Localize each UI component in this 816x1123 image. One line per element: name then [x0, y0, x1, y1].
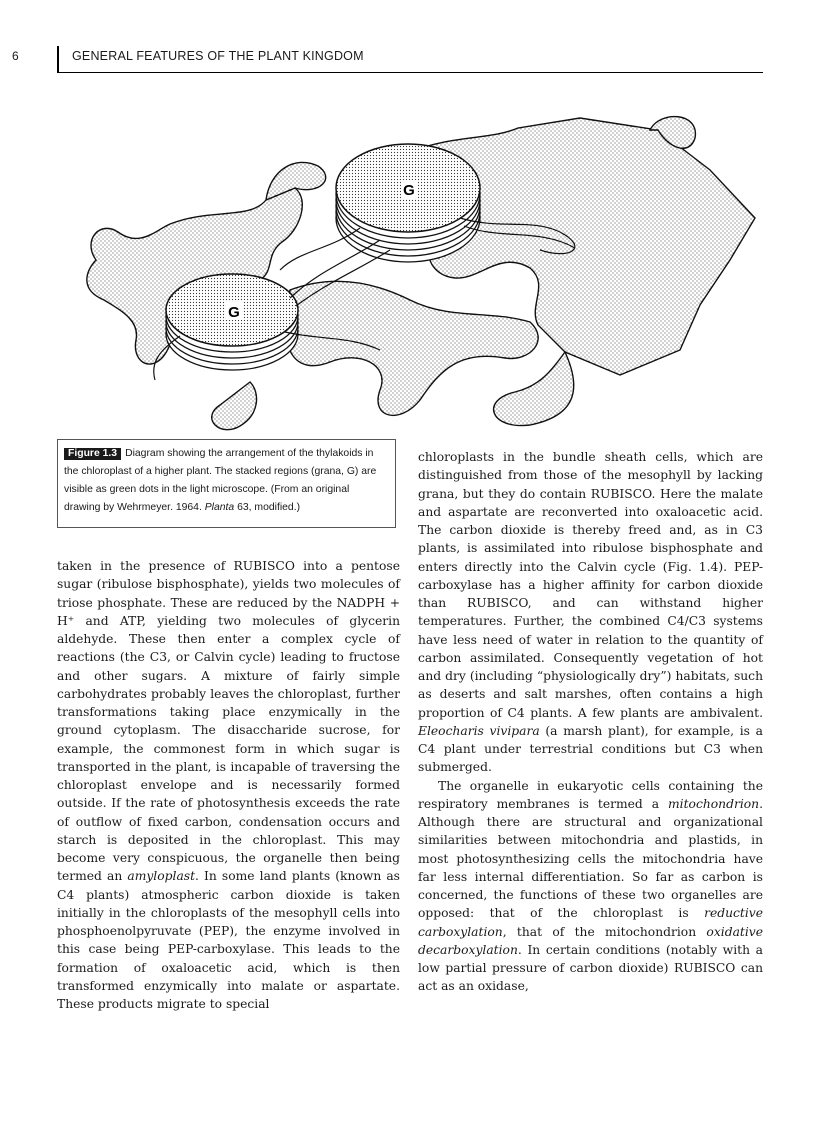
term-amyloplast: amyloplast — [127, 869, 196, 884]
body-text: . In certain conditions (notably with a low partial pressure of carbon dioxide) RUBISCO can act as an oxidase, — [418, 942, 763, 994]
body-text: . In some land plants (known as C4 plants) atmospheric carbon dioxide is taken initially in the chloroplasts of the mesophyll cells into phosphoenolpyruvate (PEP), the enzyme involved in this case being PEP-carboxylase. This leads to the formation of oxaloacetic acid, which is then transformed enzymically into malate or aspartate. These products migrate to special — [57, 869, 400, 1011]
term-mitochondrion: mitochondrion — [668, 796, 760, 811]
figure-caption — [57, 439, 396, 528]
paragraph — [418, 448, 763, 777]
figure-label: Figure 1.3 — [64, 448, 121, 460]
header-divider — [57, 46, 59, 72]
granum-label-upper: G — [403, 182, 415, 199]
lamella-lobe-bottom — [212, 382, 257, 430]
stroma-lamella-lower — [286, 281, 539, 415]
caption-journal: Planta — [204, 502, 235, 513]
caption-text: Diagram showing the arrangement of the thylakoids in the chloroplast of a higher plant. The stacked regions (grana, G) are visible as green dots in the light microscope. (From an original drawing by Wehrmeyer. 1964. — [64, 448, 377, 513]
granum-label-lower: G — [228, 304, 240, 321]
body-text: , that of the mitochondrion — [502, 924, 707, 939]
body-text: The organelle in eukaryotic cells containing the respiratory membranes is termed a — [418, 778, 763, 811]
paragraph — [418, 777, 763, 996]
term-oxidative-decarboxylation: oxidative decarboxylation — [418, 924, 763, 957]
right-column — [418, 448, 763, 996]
header-rule — [57, 72, 763, 73]
stroma-lamella-lobe — [494, 352, 574, 426]
body-text: taken in the presence of RUBISCO into a pentose sugar (ribulose bisphosphate), yields two molecules of triose phosphate. These are reduced by the NADPH + H⁺ and ATP, yielding two molecules of glycerin aldehyde. These then enter a complex cycle of reactions (the C3, or Calvin cycle) leading to fructose and other sugars. A mixture of fairly simple carbohydrates probably leaves the chloroplast, further transformations taking place enzymically in the ground cytoplasm. The disaccharide sucrose, for example, the commonest form in which sugar is transported in the plant, is incapable of traversing the chloroplast envelope and is necessarily formed outside. If the rate of photosynthesis exceeds the rate of outflow of fixed carbon, condensation occurs and starch is deposited in the chloroplast. This may become very conspicuous, the organelle then being termed an — [57, 559, 400, 884]
caption-text-end: 63, modified.) — [234, 502, 301, 513]
body-text: (a marsh plant), for example, is a C4 plant under terrestrial conditions but C3 when submerged. — [418, 723, 763, 775]
body-text: chloroplasts in the bundle sheath cells, which are distinguished from those of the mesophyll by lacking grana, but they do contain RUBISCO. Here the malate and aspartate are reconverted into oxaloacetic acid. The carbon dioxide is thereby freed and, as in C3 plants, is assimilated into ribulose bisphosphate and enters directly into the Calvin cycle (Fig. 1.4). PEP-carboxylase has a higher affinity for carbon dioxide than RUBISCO, and can withstand higher temperatures. Further, the combined C4/C3 systems have less need of water in relation to the quantity of carbon assimilated. Consequently vegetation of hot and dry (including “physiologically dry”) habitats, such as deserts and salt marshes, often contains a high proportion of C4 plants. A few plants are ambivalent. — [418, 450, 763, 720]
paragraph — [57, 557, 400, 1013]
page-number: 6 — [12, 49, 19, 63]
species-name: Eleocharis vivipara — [418, 723, 540, 738]
chloroplast-thylakoid-diagram — [60, 100, 765, 440]
running-title: GENERAL FEATURES OF THE PLANT KINGDOM — [72, 49, 364, 63]
body-text: . Although there are structural and organizational similarities between mitochondria and plastids, in most photosynthesizing cells the mitochondria have far less internal differentiation. So far as carbon is concerned, the functions of these two organelles are opposed: that of the chloroplast is — [418, 796, 763, 921]
running-header — [0, 0, 816, 80]
term-reductive-carboxylation: reductive carboxylation — [418, 906, 763, 939]
left-column — [57, 557, 400, 1013]
